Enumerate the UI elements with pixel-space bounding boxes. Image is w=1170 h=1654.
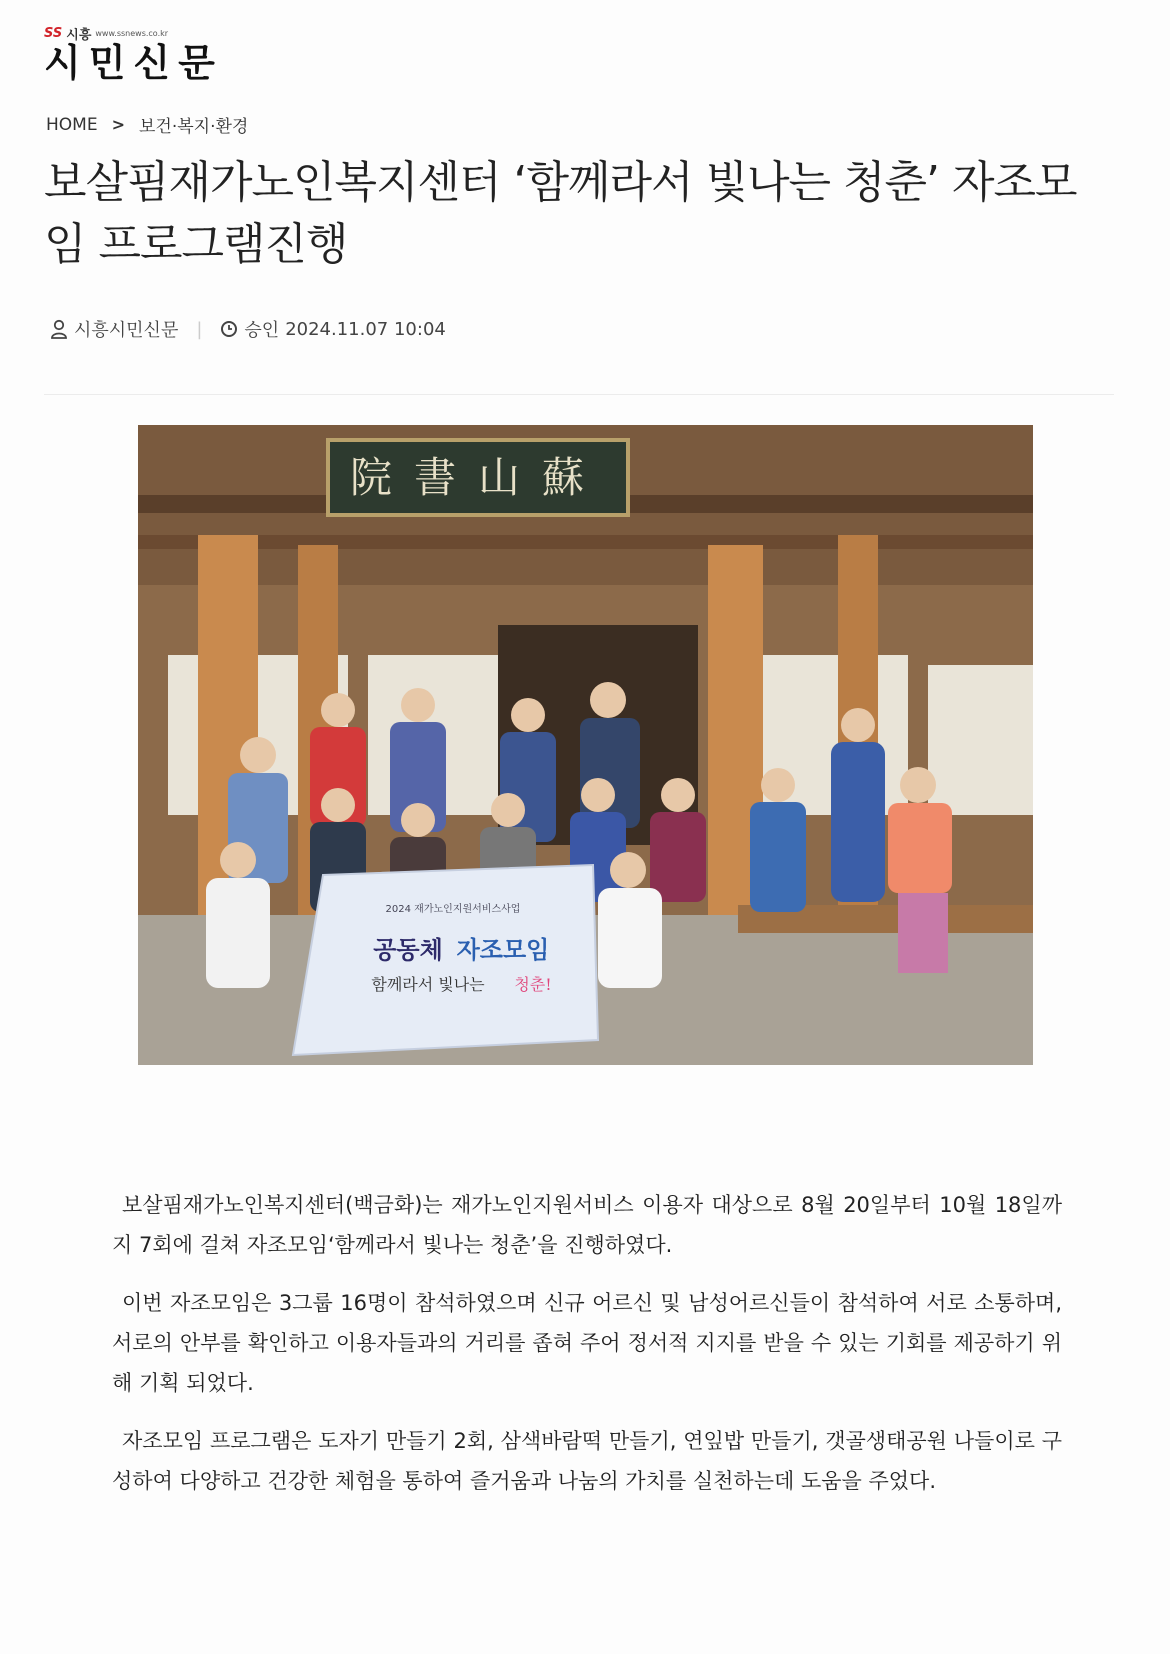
banner-top-text: 2024 재가노인지원서비스사업	[385, 904, 521, 915]
meta-divider: |	[196, 318, 203, 340]
clock-icon	[220, 320, 238, 338]
logo-mark-icon: SS	[44, 26, 63, 41]
breadcrumb-home[interactable]: HOME	[46, 114, 98, 135]
article-author: 시흥시민신문	[74, 320, 179, 341]
article-meta	[50, 316, 446, 342]
event-banner	[293, 865, 598, 1055]
article-date: 2024.11.07 10:04	[285, 318, 446, 340]
logo-name: 시민신문	[44, 41, 223, 85]
breadcrumb-section[interactable]: 보건·복지·환경	[138, 117, 249, 137]
banner-sub-b: 청춘!	[514, 975, 552, 994]
signboard-text: 院書山蘇	[349, 453, 607, 502]
article-paragraph: 이번 자조모임은 3그룹 16명이 참석하였으며 신규 어르신 및 남성어르신들이 참석하여 서로 소통하며, 서로의 안부를 확인하고 이용자들과의 거리를 좁혀 주어 정서적 지지를 받을 수 있는 기회를 제공하기 위해 기획 되었다.	[112, 1291, 1062, 1395]
logo-region: 시흥	[66, 28, 92, 43]
article-body	[112, 1185, 1062, 1519]
section-divider	[44, 394, 1114, 395]
logo-url: www.ssnews.co.kr	[95, 29, 169, 38]
site-logo[interactable]	[44, 24, 223, 85]
banner-title-a: 공동체	[373, 936, 443, 964]
article-title: 보살핌재가노인복지센터 ‘함께라서 빛나는 청춘’ 자조모임 프로그램진행	[44, 157, 1077, 270]
date-label: 승인	[244, 320, 280, 341]
banner-sub-a: 함께라서 빛나는	[371, 975, 485, 994]
article-photo	[138, 425, 1033, 1065]
banner-title-b: 자조모임	[456, 936, 550, 964]
article-paragraph: 자조모임 프로그램은 도자기 만들기 2회, 삼색바람떡 만들기, 연잎밥 만들기, 갯골생태공원 나들이로 구성하여 다양하고 건강한 체험을 통하여 즐거움과 나눔의 가치를 실천하는데 도움을 주었다.	[112, 1429, 1062, 1493]
breadcrumb	[46, 112, 248, 137]
user-icon	[50, 319, 68, 339]
article-paragraph: 보살핌재가노인복지센터(백금화)는 재가노인지원서비스 이용자 대상으로 8월 20일부터 10월 18일까지 7회에 걸쳐 자조모임‘함께라서 빛나는 청춘’을 진행하였다.	[112, 1193, 1062, 1257]
chevron-right-icon: >	[111, 115, 125, 134]
